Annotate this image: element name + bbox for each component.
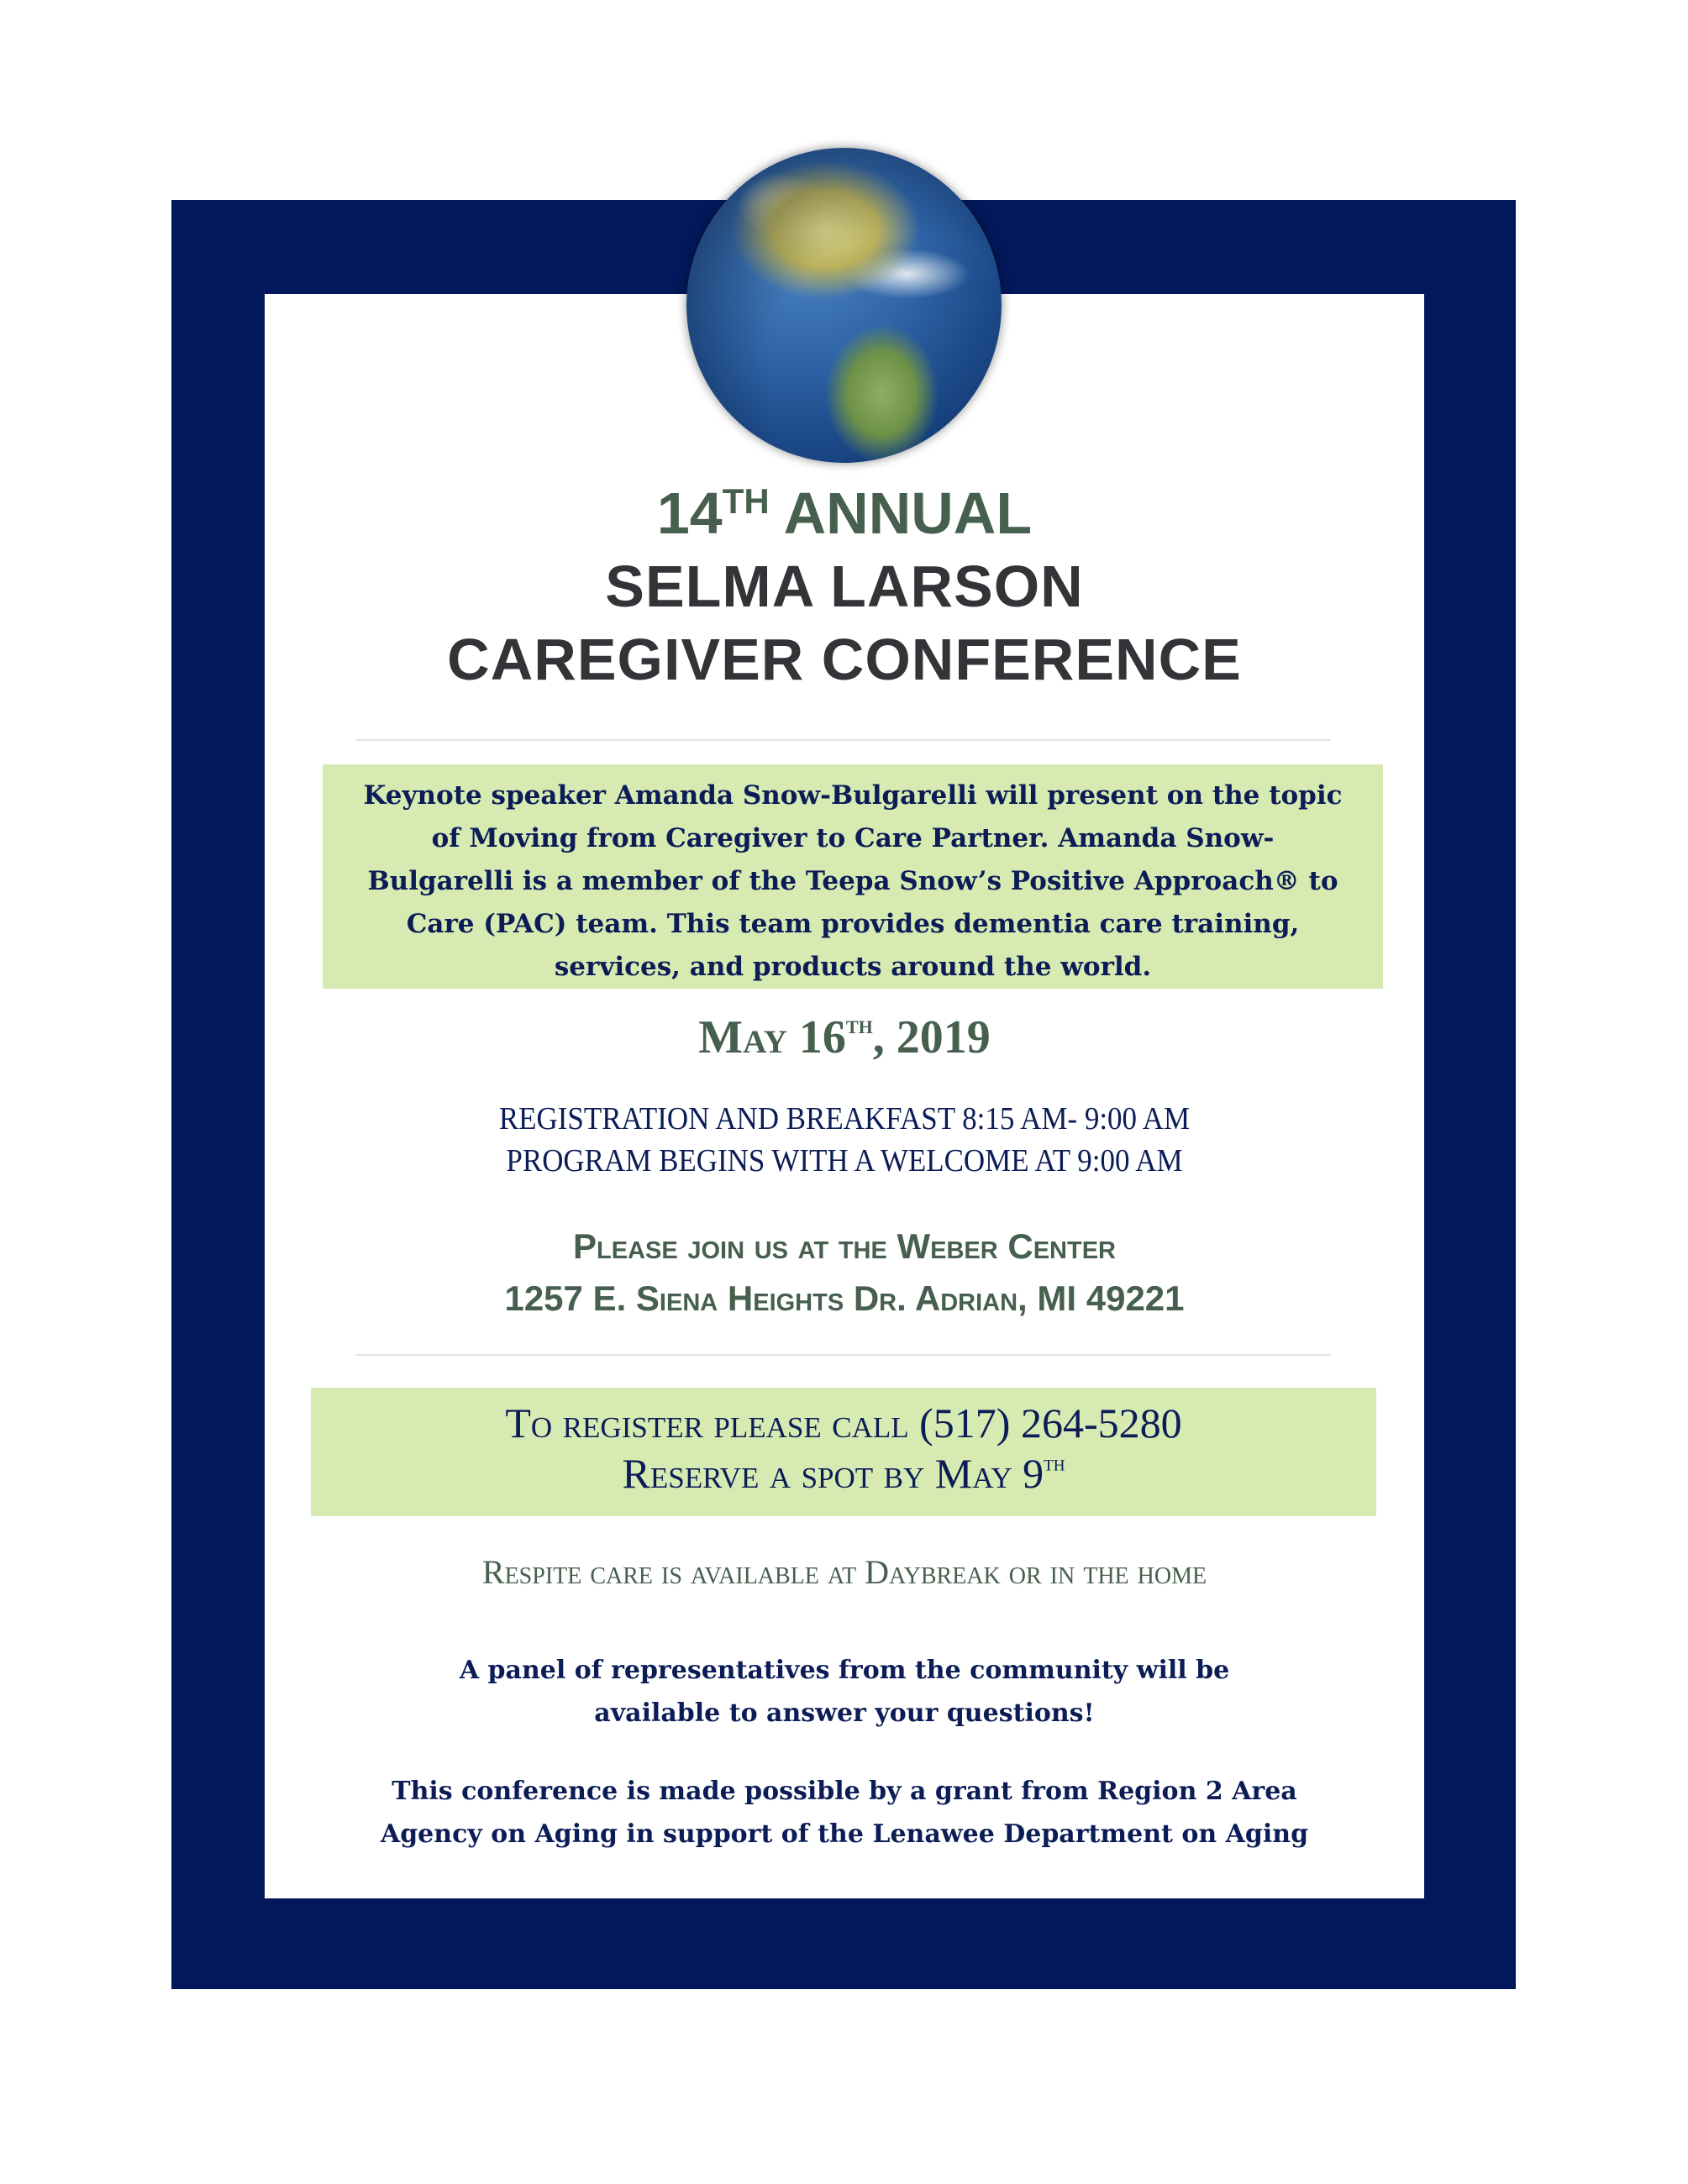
location-address: 1257 E. Siena Heights Dr. Adrian, MI 49221	[504, 1278, 1185, 1318]
annual-heading	[265, 475, 1424, 551]
date-year: , 2019	[872, 1011, 991, 1063]
schedule-registration: REGISTRATION AND BREAKFAST 8:15 AM- 9:00 AM	[498, 1101, 1191, 1137]
keynote-line: of Moving from Caregiver to Care Partner. Amanda Snow-	[431, 823, 1275, 853]
grant-line: Agency on Aging in support of the Lenawee Department on Aging	[380, 1819, 1309, 1849]
date-month-day: May 16	[698, 1011, 846, 1063]
grant-note	[265, 1770, 1424, 1856]
keynote-line: Bulgarelli is a member of the Teepa Snow’s Positive Approach® to	[367, 866, 1338, 896]
schedule-program: PROGRAM BEGINS WITH A WELCOME AT 9:00 AM	[506, 1143, 1183, 1179]
event-date	[265, 1008, 1424, 1067]
keynote-line: services, and products around the world.	[554, 952, 1152, 982]
divider-top	[356, 739, 1331, 741]
panel-line: A panel of representatives from the community will be	[459, 1656, 1230, 1685]
annual-word: ANNUAL	[783, 480, 1033, 546]
panel-note	[265, 1649, 1424, 1735]
respite-care-note: Respite care is available at Daybreak or in the home	[481, 1553, 1207, 1591]
annual-suffix: TH	[722, 481, 770, 521]
registration-deadline-suffix: th	[1044, 1449, 1065, 1476]
grant-line: This conference is made possible by a grant from Region 2 Area	[392, 1777, 1297, 1806]
location	[265, 1221, 1424, 1325]
date-day-suffix: th	[845, 1010, 873, 1039]
keynote-text	[323, 764, 1383, 989]
annual-number: 14	[656, 480, 723, 546]
conference-title: CAREGIVER CONFERENCE	[447, 627, 1242, 692]
keynote-box	[323, 764, 1383, 989]
registration-deadline: Reserve a spot by May 9	[622, 1450, 1044, 1497]
keynote-line: Keynote speaker Amanda Snow-Bulgarelli will present on the topic	[363, 780, 1343, 811]
schedule	[311, 1098, 1378, 1182]
divider-bottom	[356, 1354, 1331, 1356]
conference-name: SELMA LARSON	[605, 554, 1084, 619]
keynote-line: Care (PAC) team. This team provides dementia care training,	[406, 909, 1300, 939]
panel-line: available to answer your questions!	[594, 1698, 1095, 1728]
registration-box	[311, 1388, 1376, 1516]
location-venue: Please join us at the Weber Center	[572, 1226, 1117, 1266]
earth-globe-image	[686, 148, 1002, 463]
registration-phone: To register please call (517) 264-5280	[505, 1399, 1182, 1446]
registration-text	[311, 1388, 1376, 1499]
